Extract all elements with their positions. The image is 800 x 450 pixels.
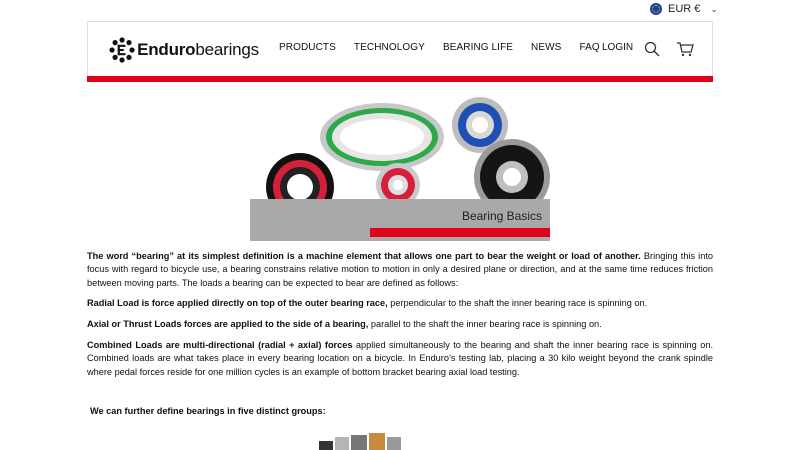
chevron-down-icon: ⌄ (710, 3, 718, 14)
currency-label: EUR € (668, 3, 701, 15)
login-link[interactable]: LOGIN (602, 42, 634, 53)
groups-heading: We can further define bearings in five distinct groups: (90, 406, 326, 416)
eu-flag-icon (650, 3, 662, 15)
site-header (87, 21, 713, 79)
hero-caption-text: Bearing Basics (461, 209, 542, 223)
logo-text: Endurobearings (137, 40, 259, 59)
nav-news[interactable]: NEWS (531, 42, 562, 53)
hero-banner (250, 95, 550, 241)
currency-selector[interactable] (650, 3, 718, 15)
paragraph-definition: The word “bearing” at its simplest definition is a machine element that allows one part to bear the weight or load of another. Bringing this into focus with regard to bicycle use, a bearing constrains relative motion to motion in only a desired plane or direction, and at the same time reduces friction between moving parts. The loads a bearing can be expected to bear are defined as follows: (87, 251, 714, 288)
nav-technology[interactable]: TECHNOLOGY (353, 42, 425, 53)
paragraph-radial-load: Radial Load is force applied directly on top of the outer bearing race, perpendicular to the shaft the inner bearing race is spinning on. (87, 298, 648, 309)
article-body (87, 250, 713, 386)
nav-products[interactable]: PRODUCTS (279, 42, 336, 53)
nav-bearing-life[interactable]: BEARING LIFE (442, 42, 514, 53)
cart-icon[interactable] (676, 41, 694, 57)
top-utility-bar (0, 0, 800, 20)
bearing-groups-photo (315, 431, 405, 450)
paragraph-axial-load: Axial or Thrust Loads forces are applied to the side of a bearing, parallel to the shaft the inner bearing race is spinning on. (87, 319, 602, 330)
nav-faq[interactable]: FAQ (579, 42, 600, 53)
logo[interactable] (109, 32, 259, 68)
main-nav (279, 42, 600, 53)
hero-caption-accent (370, 228, 550, 237)
header-accent-bar (87, 76, 713, 82)
bearings-photo (250, 95, 550, 201)
search-icon[interactable] (644, 41, 660, 57)
logo-mark-icon (109, 35, 135, 65)
hero-caption-bar (250, 199, 550, 241)
paragraph-combined-load: Combined Loads are multi-directional (radial + axial) forces applied simultaneously to the bearing and shaft the inner bearing race is spinning on. Combined loads are what takes place in every bearing location on a bicycle. In Enduro’s testing lab, placing a 30 kilo weight beyond the crank spindle where pedal forces reside for one million cycles is an example of bottom bracket bearing axial load testing. (87, 339, 713, 377)
